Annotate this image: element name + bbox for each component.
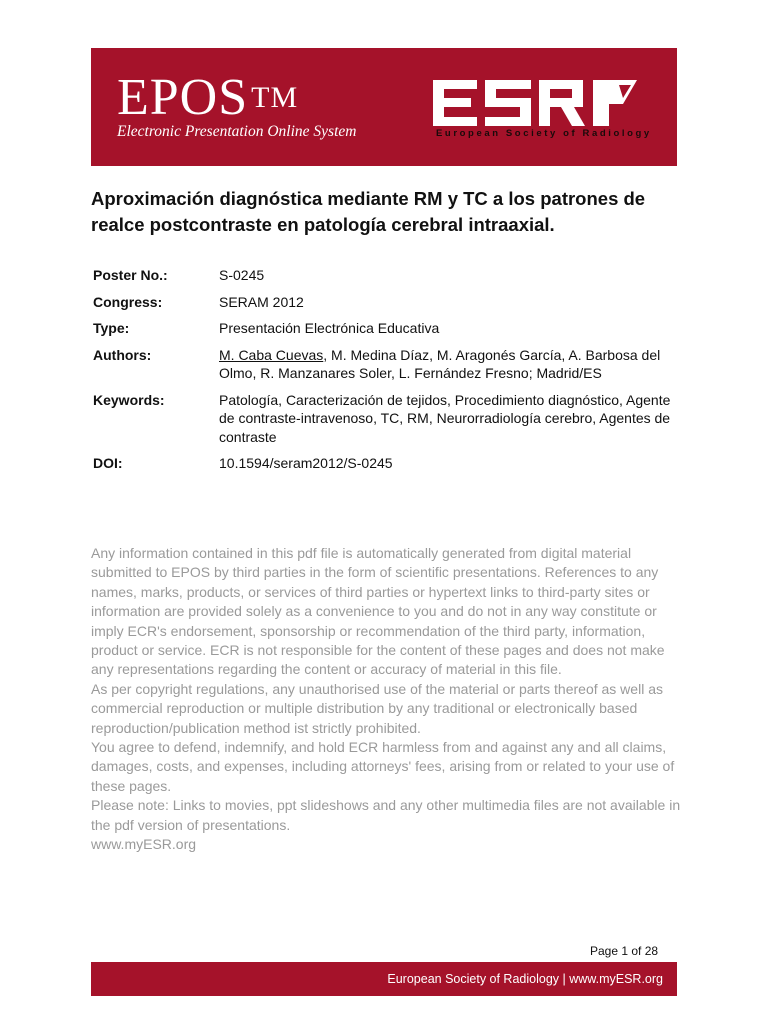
esr-tagline: European Society of Radiology xyxy=(436,128,652,139)
esr-logo xyxy=(433,80,637,126)
other-authors: , M. Medina Díaz, M. Aragonés García, A. Barbosa del Olmo, R. Manzanares Soler, L. Fernández Fresno; Madrid/ES xyxy=(219,346,661,381)
meta-row-poster xyxy=(93,266,673,285)
disclaimer-paragraph-3: You agree to defend, indemnify, and hold ECR harmless from and against any and all claims, damages, costs, and expenses, including attorneys' fees, arising from or related to your use of these pages. xyxy=(91,739,675,794)
type-value: Presentación Electrónica Educativa xyxy=(219,320,440,336)
header-banner xyxy=(91,48,677,166)
disclaimer-paragraph-4: Please note: Links to movies, ppt slideshows and any other multimedia files are not available in the pdf version of presentations. xyxy=(91,797,681,833)
poster-value: S-0245 xyxy=(219,267,265,283)
disclaimer-paragraph-1: Any information contained in this pdf file is automatically generated from digital material submitted to EPOS by third parties in the form of scientific presentations. References to any names, marks, products, or services of third parties or hypertext links to third-party sites or information are provided solely as a convenience to you and do not in any way constitute or imply ECR's endorsement, sponsorship or recommendation of the third party, information, product or service. ECR is not responsible for the content of these pages and does not make any representations regarding the content or accuracy of material in this file. xyxy=(91,545,665,678)
epos-subtitle: Electronic Presentation Online System xyxy=(117,123,357,140)
meta-row-doi xyxy=(93,454,673,473)
meta-row-congress xyxy=(93,293,673,312)
meta-row-authors xyxy=(93,346,673,383)
disclaimer-text xyxy=(91,544,681,855)
document-title: Aproximación diagnóstica mediante RM y TC a los patrones de realce postcontraste en patología cerebral intraaxial. xyxy=(91,188,646,235)
doi-label: DOI: xyxy=(93,455,123,471)
meta-row-keywords xyxy=(93,391,673,447)
page-number: Page 1 of 28 xyxy=(590,944,659,958)
type-label: Type: xyxy=(93,320,130,336)
keywords-label: Keywords: xyxy=(93,391,165,408)
lead-author-link[interactable]: M. Caba Cuevas xyxy=(219,346,324,363)
epos-trademark: TM xyxy=(251,81,299,114)
footer-bar xyxy=(91,962,677,996)
website-link[interactable]: www.myESR.org xyxy=(91,836,197,853)
epos-logo xyxy=(117,69,299,126)
authors-label: Authors: xyxy=(93,346,152,363)
congress-value: SERAM 2012 xyxy=(219,293,304,310)
disclaimer-paragraph-2: As per copyright regulations, any unauthorised use of the material or parts thereof as well as commercial reproduction or multiple distribution by any traditional or electronically based reproduction/publication method ist strictly prohibited. xyxy=(91,680,663,736)
congress-label: Congress: xyxy=(93,293,163,310)
keywords-value: Patología, Caracterización de tejidos, Procedimiento diagnóstico, Agente de contraste-intravenoso, TC, RM, Neurorradiología cerebro, Agentes de contraste xyxy=(219,391,671,445)
poster-metadata xyxy=(93,266,673,473)
authors-value xyxy=(219,346,673,383)
doi-value: 10.1594/seram2012/S-0245 xyxy=(219,455,393,471)
epos-text: EPOS xyxy=(117,69,249,126)
footer-text: European Society of Radiology | www.myESR.org xyxy=(387,972,663,986)
meta-row-type xyxy=(93,319,673,338)
poster-label: Poster No.: xyxy=(93,267,168,283)
